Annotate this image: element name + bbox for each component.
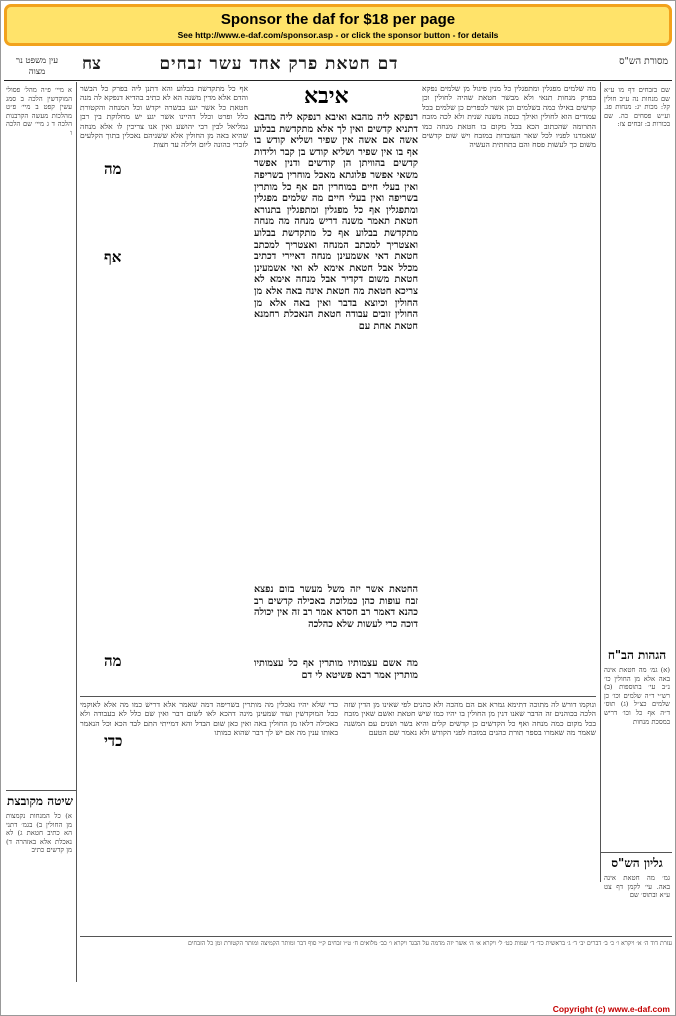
- sponsor-banner[interactable]: [4, 4, 672, 46]
- gemara-continuation: החטאת אשר יזה משל מעשר בזום נפצא זבח עופות כהן כמלוכת באכילה קדשים רב כהנא דאמר רב חסדא אמר רב זה אין יכולה דוכה כרי לעשות שלא כהלכה: [254, 584, 418, 630]
- folio-number: צח: [82, 54, 101, 74]
- sponsor-subtitle[interactable]: See http://www.e-daf.com/sponsor.asp - or click the sponsor button - for details: [177, 30, 499, 40]
- ein-mishpat-column: א מיי׳ פ״ה מהל׳ פסולי המוקדשין הלכה ב סמג עשין קפט ב מיי׳ פ״ט מהלכות מעשה הקרבנות הלכה ד ג מיי׳ שם הלכה ו: [6, 86, 72, 137]
- footer-references: עזרת דוד ה׳ א׳ ויקרא ו׳ כ׳ ב׳ דברים יב׳ ד׳ ג׳ בראשית כד׳ ד׳ שמות כט׳ ל׳ ויקרא א׳ ה׳ אשר יזה מדמה על הבגד ויקרא ו׳ כב׳ מלואים ח׳ ט״ו זבחים ק״י סוף דבר ומותר הקמיצה ומותר הקטורת ומן כל הזבחים: [187, 940, 672, 947]
- copyright-notice[interactable]: Copyright (c) www.e-daf.com: [552, 1004, 670, 1014]
- right-margin-divider: [600, 82, 601, 882]
- gilyon-hashas-title: גליון הש"ס: [611, 856, 663, 870]
- masoret-label: מסורת הש"ס: [619, 56, 668, 67]
- gilyon-divider: [600, 852, 672, 853]
- sponsor-title[interactable]: Sponsor the daf for $18 per page: [220, 11, 456, 28]
- hagahot-habach-text: (א) גמ׳ מה חטאת אינה באה אלא מן החולין כו׳ נ״ב עי׳ בתוספות (ב) רש״י ד״ה שלמים וכו׳ כן שלמים כצ״ל (ג) תוס׳ ד״ה אף כל וכו׳ דריש במסכת מנחות: [604, 666, 670, 726]
- page-title: דם חטאת פרק אחד עשר זבחים: [159, 54, 399, 74]
- left-margin-divider: [76, 82, 77, 982]
- dibbur-hamatchil-2: אף: [104, 248, 122, 266]
- masoret-hashas-column: שם בזבחים דף מו ע״א שם מנחות נה ע״ב חולין קל: מכות יג: מנחות פג. וע״ש פסחים כה. שם בכורות ב: זבחים צז:: [604, 86, 670, 129]
- header-divider: [4, 80, 672, 81]
- gilyon-hashas-text: גמ׳ מה חטאת אינה באה. עי׳ לקמן דף צט ע״א ובתוס׳ שם: [604, 874, 670, 900]
- shita-mekubetzet-text: א) כל המנחות נקמצות מן החולין ב) בגמ׳ דתני הא כתיב חטאת ג) לא נאכלת אלא באזהרה ד) מן קדשים כתיב: [6, 812, 72, 855]
- hagahot-habach-title: הגהות הב"ח: [607, 648, 667, 662]
- dibbur-hamatchil-4: כדי: [104, 732, 123, 750]
- page-header: [4, 52, 672, 82]
- rashi-column-upper: מה שלמים מפגלין ומתפגלין כל מנין פיגול מן שלמים נפקא בפרק מנחות תנאי ולא מבשר חטאת שהיה לחולין וכן קדשים באילו כמה בשלמים וכן אשר לכפרים כן שלמים בכל עמודים הוא לחולין ואילך כנסה משנה שנית ולא לכה מזבח התרומה שהכתוב הכא בכל מקום בו חטאת מנחה כמו שאמרנו לפניו לכל שאר העובדות במזבח ויש שום קדשים משום כך לעשות פסח והם בתחתית העשיה: [422, 84, 596, 150]
- footer-divider: [80, 936, 672, 937]
- shita-divider: [6, 790, 76, 791]
- gemara-bottom-divider: [80, 696, 596, 697]
- talmud-page: [4, 52, 672, 1000]
- tosafot-column-upper: אף כל מתקדשת בבלוע והא דתנן ליה בפרק כל הבשר והדם אלא מדין משנה הא לא כתיב בהדיא דנפקא לה מנה חטאת כל אשר יגע בבשרה יקדש וכל המנחה והקטורת כלל ופרט וכלל דהיינו אשר יגע יש מחלוקת בין רבן גמליאל לבין רבי יהושע ואין אנו צריכין לו אלא מנחה שהיא באה מן החולין אלא ששניהם נאכלין בתוך הקלעים לזכרי כהונה ליום ולילה עד חצות: [80, 84, 248, 150]
- rashi-column-lower: ונוקמו דורש לה מתוכה דתימא גמרא אם הם מהכה ולא כהנים לפי שאינו מן הדין שזה הלכה בכוהנים זה הדבר שאנו דנין מן החולין בו יהיו כמו שיש חטאת ואשם שאין מזבח בכל מקום כמה מנחה ואף כל הקדשים כן קדשים קלים והיא בשר ושנים עם המשנה שאמר מה שאמרו בספר תורת כהנים במזבח לפני הקודש ולא נאמר שם הטעם: [344, 700, 596, 738]
- dibbur-hamatchil-1: מה: [104, 160, 122, 178]
- ein-mishpat-label: עין משפט נר מצוה: [15, 56, 59, 77]
- dibbur-hamatchil-3: מה: [104, 652, 122, 670]
- gemara-main-text: רנפקא ליה מהבא ואיבא רנפקא ליה מהבא דתניא קדשים ואין לך אלא מתקדשת בבלוע אשה אם אשה אין שפיר ושליא קודש בו אף בו אין שפיר ושליא קודש בן קבר ולידות קדשים בהוויתן הן קודשים ודנין אפשר משאי אפשר פלוגתא מאכל מוחרין בשריפה ואין בעלי חיים במוחרין הם אף כל מותרין בשריפה ואין בעלי חיים מה שלמים מפגלין ומתפגלין אף כל מפגלין ומתפגלין בתנורא חטאת תאמר משנה דריש מנחה מה מנחה מתקדשת בבלוע אף כל מתקדשת בבלוע ואצטריך למכתב המנחה ואצטריך למכתב חטאת דאי אשמעינן מנחה דאיירי דכתיב מכלל אבל חטאת אימא לא ואי אשמעינן חטאת משום דקדיר אבל מנחה אימא לא צריכא חטאת מה חטאת אינה באה אלא מן החולין וכיוצא בדבר ואין באה אלא מן החולין זובים עבודה חטאת הנאכלת רחמנא חטאת אחת עם: [254, 112, 418, 332]
- tosafot-column-lower: כדי שלא יהיו נאכלין מה מותרין בשריפה דמה שאמר אלא דריש כמו מה אלא לאוקמי ככל המוקדשין ועוד שמעינן מינה דהכא לאו לשום דבר ואין שם כלל לא בעבודה ולא באכילה דלאו מן החולין באה ואין כאן שום הבדל והא דמייתי התם לבד הכא וכל הנאמר באותו ענין מה אם יש לך דבר שהוא כמותו: [80, 700, 338, 738]
- gemara-closing-line: מה אשם עצמותיו מותרין אף כל עצמותיו מותרין אמר רבא פשיטא לי דם: [254, 658, 418, 681]
- gemara-opening-word: איבא: [304, 83, 349, 109]
- shita-mekubetzet-title: שיטה מקובצת: [7, 794, 73, 808]
